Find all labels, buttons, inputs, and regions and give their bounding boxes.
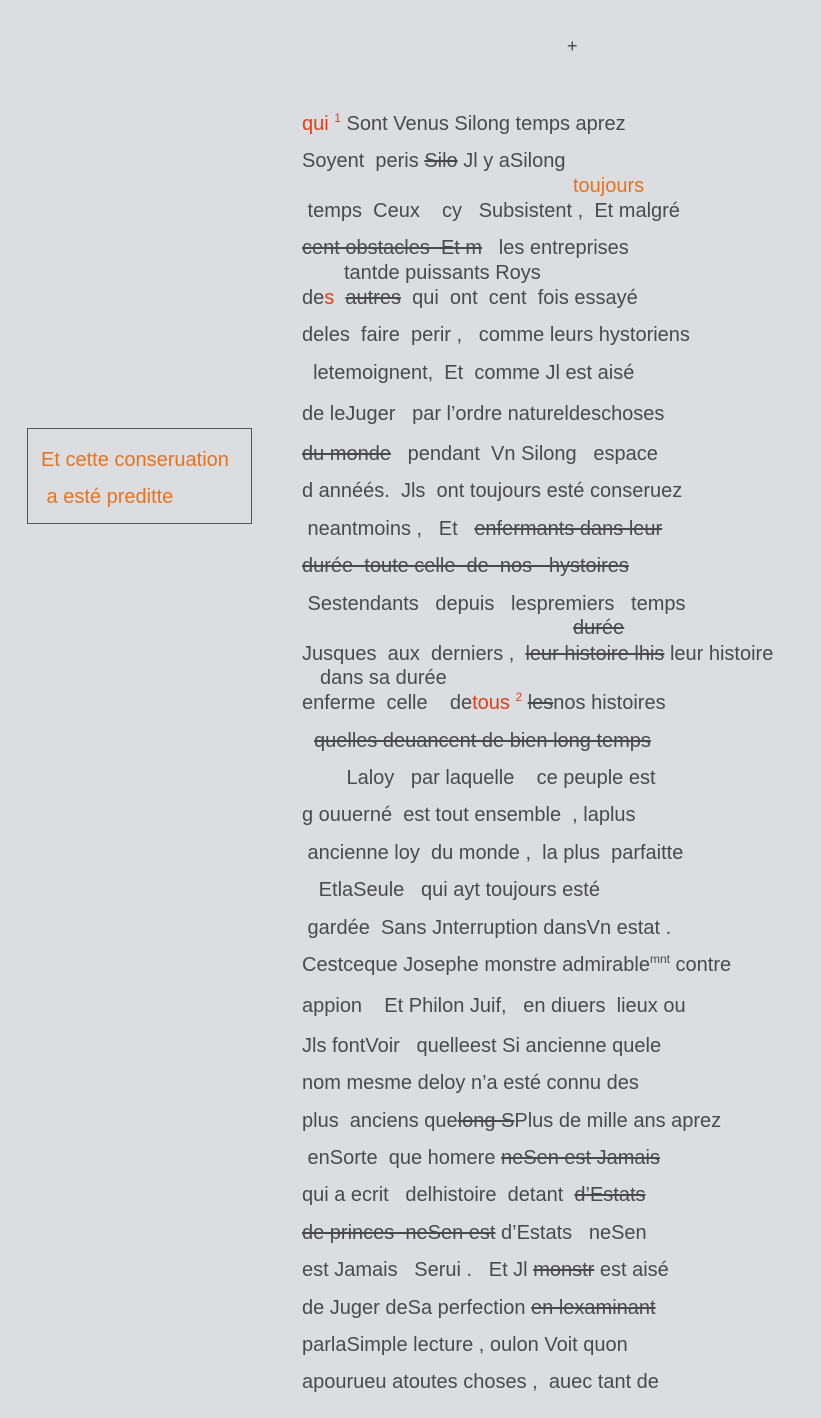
- text-line-26: [302, 1109, 721, 1133]
- line-text: de Juger deSa perfection: [302, 1297, 532, 1319]
- insertion-duree: [573, 616, 624, 640]
- struck-text: les: [527, 692, 554, 714]
- text-line-8: de leJuger par l’ordre natureldeschoses: [302, 403, 665, 425]
- text-line-33: apourueu atoutes choses , auec tant de: [302, 1371, 659, 1393]
- text-line-17: Laloy par laquelle ce peuple est: [302, 767, 656, 789]
- text-line-14: [302, 642, 773, 666]
- line-text: est aisé: [594, 1259, 669, 1281]
- line-text: enferme celle de: [302, 692, 473, 714]
- text-line-31: [302, 1296, 656, 1320]
- struck-text: de princes neSen est: [302, 1222, 496, 1244]
- text-line-6: deles faire perir , comme leurs hystoriens: [302, 324, 690, 346]
- text-line-7: letemoignent, Et comme Jl est aisé: [302, 362, 635, 384]
- line-text: qui ont cent fois essayé: [400, 287, 638, 309]
- text-line-32: parlaSimple lecture , oulon Voit quon: [302, 1334, 628, 1356]
- text-line-11: [302, 517, 662, 541]
- line-text: Plus de mille ans aprez: [514, 1110, 722, 1132]
- margin-note-line-1: Et cette conseruation: [41, 449, 229, 471]
- text-line-18: g ouuerné est tout ensemble , laplus: [302, 804, 636, 826]
- struck-text: enfermants dans leur: [474, 518, 663, 540]
- line-text: Jl y aSilong: [457, 150, 566, 172]
- text-line-28: [302, 1183, 646, 1207]
- line-text: Cestceque Josephe monstre admirable: [302, 954, 650, 976]
- text-line-29: [302, 1221, 647, 1245]
- text-line-21: gardée Sans Jnterruption dansVn estat .: [302, 917, 672, 939]
- line-text: qui a ecrit delhistoire detant: [302, 1184, 575, 1206]
- text-line-12: [302, 554, 629, 578]
- text-line-5: [302, 286, 638, 310]
- struck-text: en lexaminant: [531, 1297, 656, 1319]
- text-line-9: [302, 442, 658, 466]
- margin-note-box: [27, 428, 252, 524]
- text-line-4: [302, 236, 629, 260]
- struck-text: quelles deuancent de bien long temps: [314, 730, 651, 752]
- struck-text: durée toute celle de nos hystoires: [302, 555, 629, 577]
- line-text: d’Estats neSen: [495, 1222, 647, 1244]
- line-text: contre: [669, 954, 732, 976]
- footnote-ref: 1: [334, 111, 341, 125]
- text-line-22: [302, 953, 731, 977]
- line-text: est Jamais Serui . Et Jl: [302, 1259, 534, 1281]
- text-line-15: [302, 691, 666, 715]
- line-text: leur histoire: [664, 643, 774, 665]
- line-text: Sont Venus Silong temps aprez: [340, 113, 626, 135]
- struck-text: d’Estats: [574, 1184, 646, 1206]
- insertion-toujours: toujours: [573, 175, 645, 197]
- text-line-16: [314, 729, 651, 753]
- struck-text: durée: [573, 617, 625, 639]
- struck-text: leur histoire lhis: [525, 643, 665, 665]
- line-text: Soyent peris: [302, 150, 425, 172]
- superscript-abbrev: mnt: [649, 952, 670, 966]
- struck-text: long S: [457, 1110, 515, 1132]
- line-text: enSorte que homere: [302, 1147, 502, 1169]
- highlighted-word: qui: [302, 113, 329, 135]
- text-line-19: ancienne loy du monde , la plus parfaitte: [302, 842, 684, 864]
- highlighted-word: tous: [472, 692, 510, 714]
- text-line-30: [302, 1258, 669, 1282]
- text-line-2: [302, 149, 566, 173]
- margin-note-line-2: a esté preditte: [41, 486, 174, 508]
- insertion-dans-sa-duree: dans sa durée: [320, 667, 447, 689]
- text-line-10: d annéés. Jls ont toujours esté conseruez: [302, 480, 683, 502]
- footnote-ref: 2: [515, 690, 523, 704]
- struck-text: cent obstacles Et m: [302, 237, 483, 259]
- line-text: neantmoins , Et: [302, 518, 475, 540]
- text-line-24: Jls fontVoir quelleest Si ancienne quele: [302, 1035, 662, 1057]
- line-text: nos histoires: [553, 692, 666, 714]
- line-text: Jusques aux derniers ,: [302, 643, 526, 665]
- text-line-1: [302, 112, 626, 136]
- line-text: pendant Vn Silong espace: [390, 443, 658, 465]
- line-text: plus anciens que: [302, 1110, 458, 1132]
- insertion-tantde: tantde puissants Roys: [344, 262, 541, 284]
- struck-text: monstr: [533, 1259, 595, 1281]
- text-line-13: Sestendants depuis lespremiers temps: [302, 593, 686, 615]
- line-text: de: [302, 287, 325, 309]
- insertion-marker: +: [567, 36, 578, 56]
- text-line-27: [302, 1146, 660, 1170]
- text-line-23: appion Et Philon Juif, en diuers lieux ou: [302, 995, 686, 1017]
- line-text: les entreprises: [482, 237, 629, 259]
- struck-text: Silo: [424, 150, 458, 172]
- highlighted-letter: s: [324, 287, 335, 309]
- text-line-20: EtlaSeule qui ayt toujours esté: [302, 879, 600, 901]
- text-line-25: nom mesme deloy n’a esté connu des: [302, 1072, 639, 1094]
- struck-text: autres: [345, 287, 401, 309]
- struck-text: neSen est Jamais: [501, 1147, 660, 1169]
- text-line-3: temps Ceux cy Subsistent , Et malgré: [302, 200, 680, 222]
- struck-text: du monde: [302, 443, 391, 465]
